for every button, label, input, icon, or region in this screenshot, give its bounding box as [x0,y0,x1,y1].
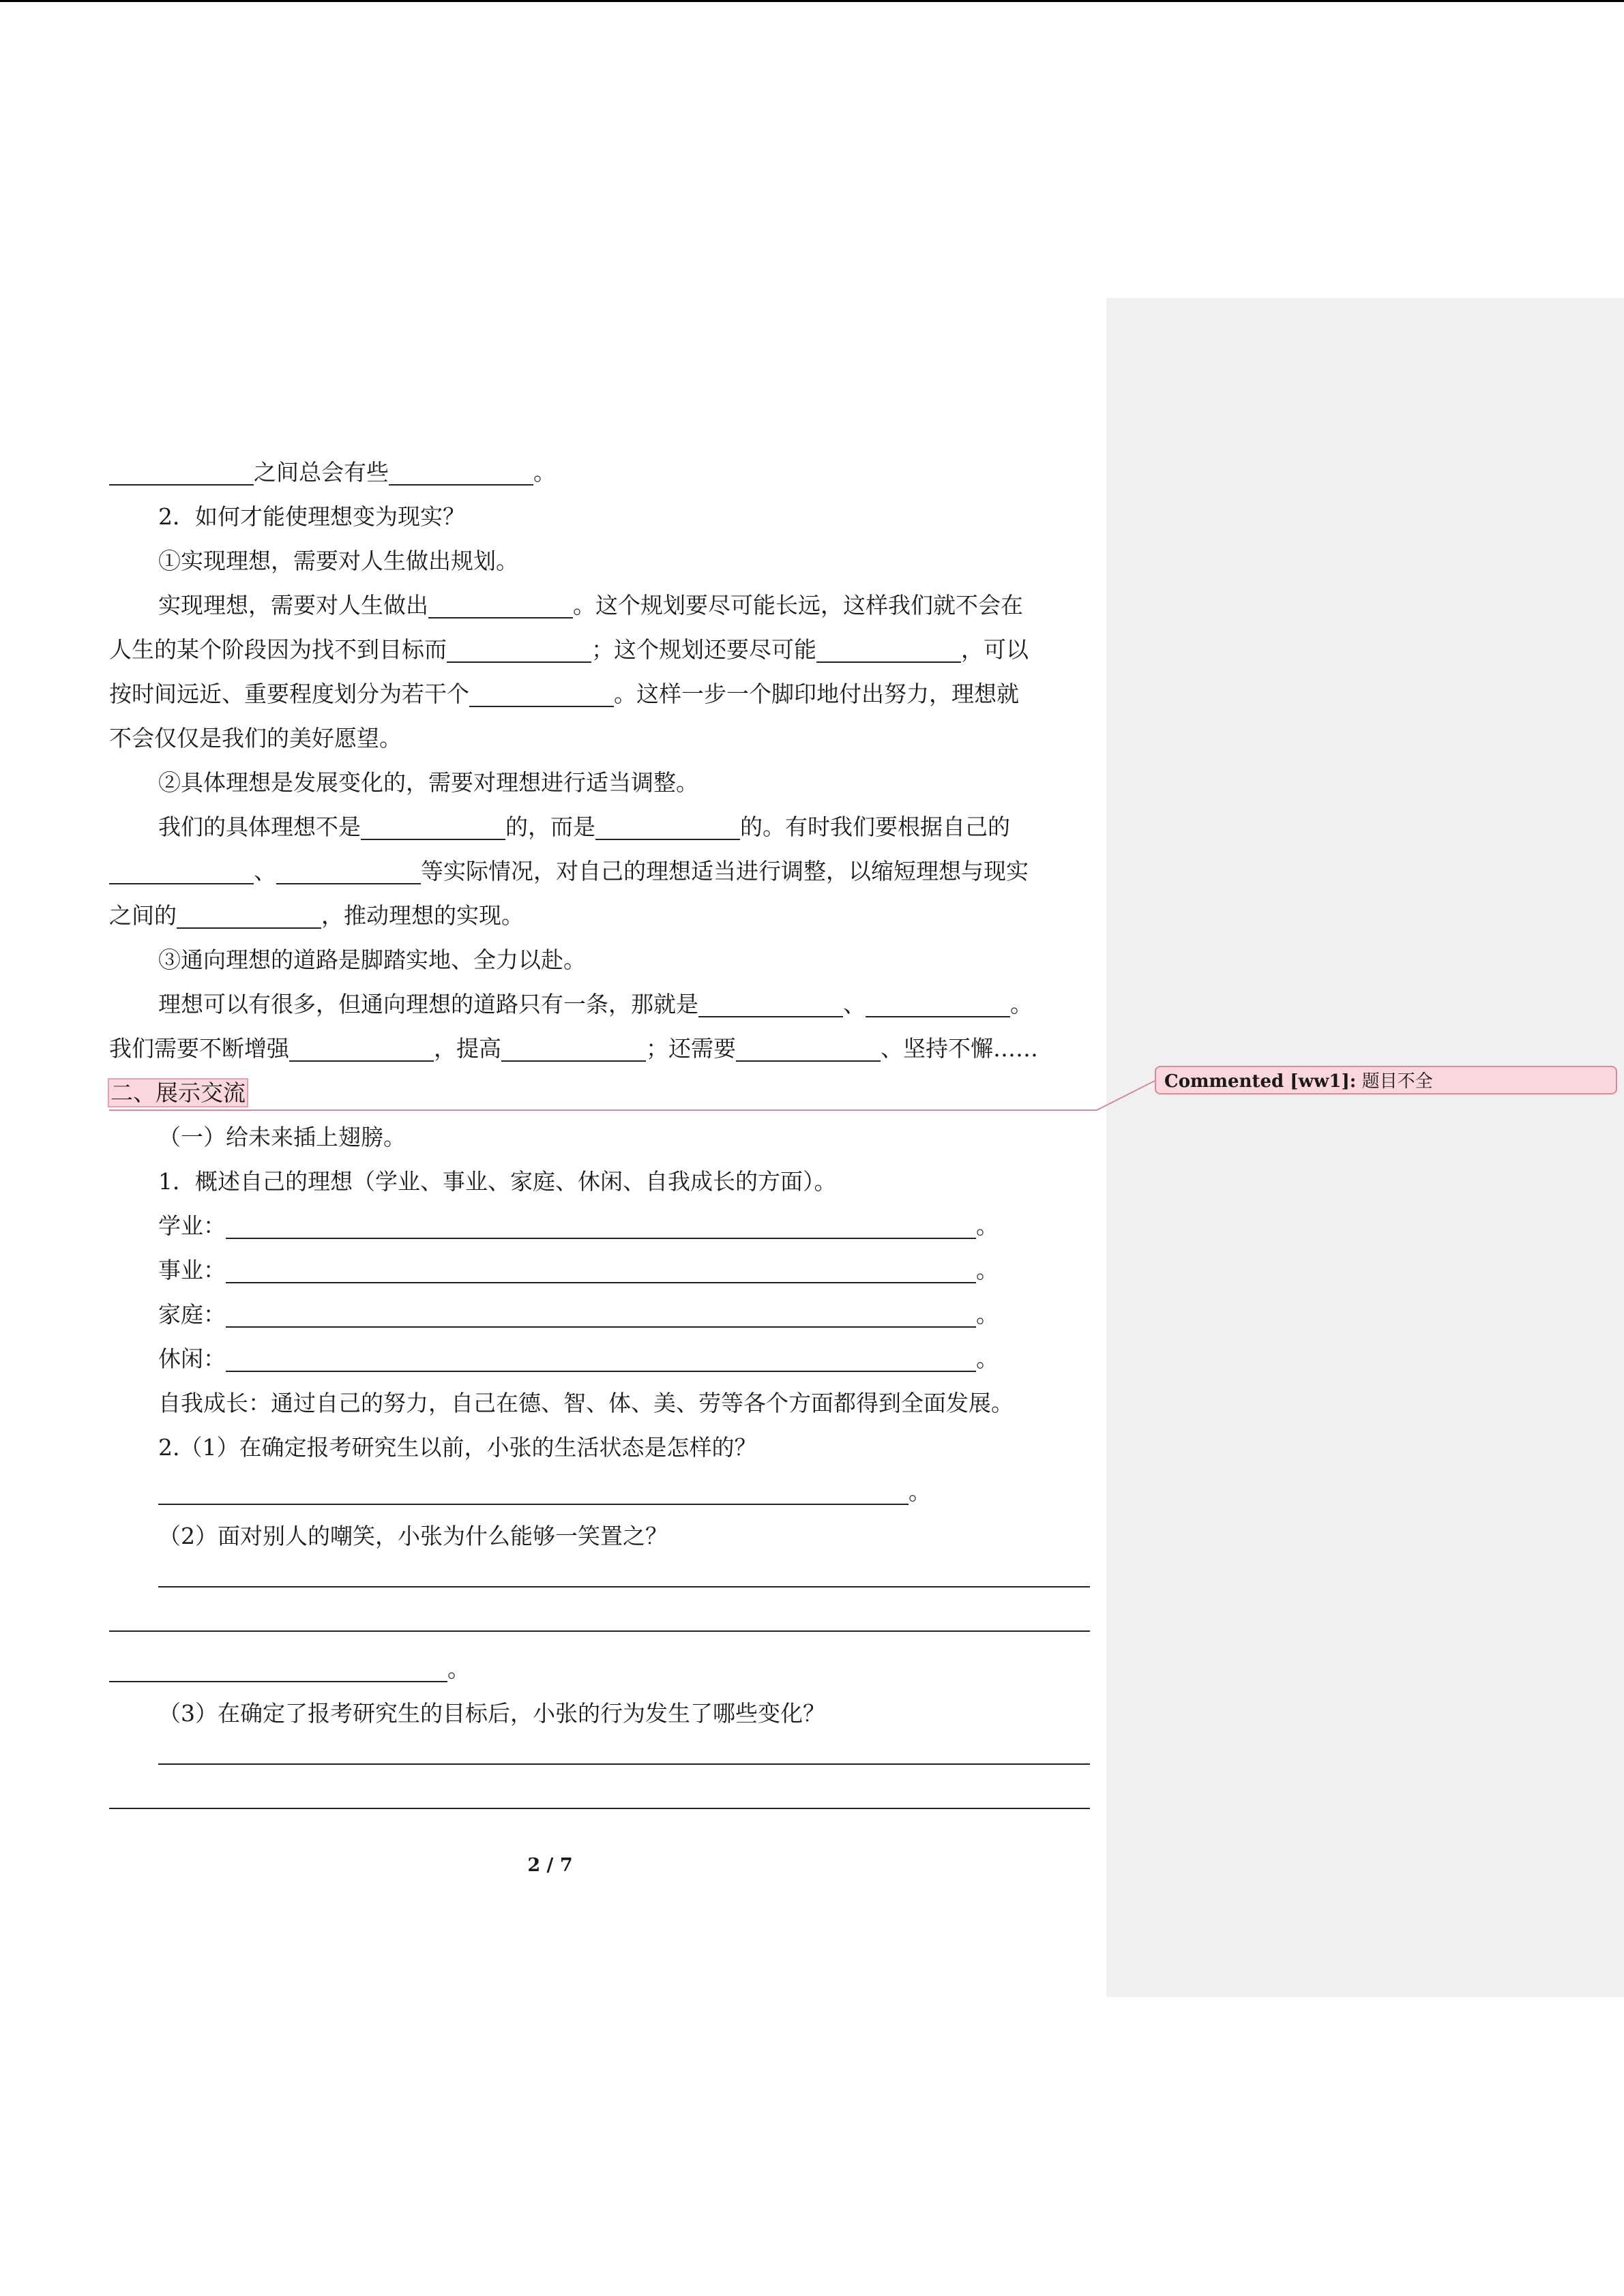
answer-2-2-b [109,1602,1091,1647]
point-2-heading: ②具体理想是发展变化的，需要对理想进行适当调整。 [158,769,698,796]
line-9 [109,805,1091,849]
blank[interactable] [361,814,505,840]
answer-line[interactable] [109,1630,1090,1632]
blank[interactable] [447,637,591,663]
answer-line[interactable] [226,1257,976,1283]
blank[interactable] [428,593,573,618]
answer-line[interactable] [109,1808,1090,1809]
text: ，推动理想的实现。 [321,902,524,929]
answer-line[interactable] [226,1346,976,1372]
text: 、 [254,858,276,884]
question-2-2: （2）面对别人的嘲笑，小张为什么能够一笑置之？ [158,1523,668,1549]
question-1: 1．概述自己的理想（学业、事业、家庭、休闲、自我成长的方面）。 [158,1168,837,1195]
answer-2-3-a [109,1735,1091,1780]
answer-2-2-c [109,1647,1091,1691]
jiating-line [109,1292,1091,1337]
line-7: 不会仅仅是我们的美好愿望。 [109,725,402,751]
subsection-1-heading: （一）给未来插上翅膀。 [158,1124,406,1150]
question-2-heading: 2．如何才能使理想变为现实？ [158,503,465,530]
line-13 [109,982,1091,1026]
answer-2-3-b [109,1780,1091,1824]
label: 学业： [158,1212,226,1239]
label: 家庭： [158,1301,226,1328]
blank[interactable] [109,460,254,486]
text: 我们的具体理想不是 [158,814,361,840]
answer-line[interactable] [226,1213,976,1239]
text: 。 [976,1345,999,1372]
text: 我们需要不断增强 [109,1035,289,1062]
text: 按时间远近、重要程度划分为若干个 [109,681,469,707]
blank[interactable] [109,859,254,884]
comment-text: 题目不全 [1361,1071,1433,1092]
line-14 [109,1026,1091,1071]
blank[interactable] [736,1036,881,1062]
text: 。 [976,1212,999,1239]
text: 。这样一步一个脚印地付出努力，理想就 [614,681,1019,707]
answer-2-1 [109,1470,1091,1514]
line-6 [109,672,1091,716]
text: 。 [976,1257,999,1283]
answer-line[interactable] [158,1586,1090,1587]
text: 。 [909,1478,931,1505]
label: 休闲： [158,1345,226,1372]
text: 。 [1010,991,1033,1017]
text: 的，而是 [505,814,595,840]
line-11 [109,893,1091,938]
question-2-3: （3）在确定了报考研究生的目标后，小张的行为发生了哪些变化？ [158,1700,825,1727]
line-1 [109,450,1091,494]
section-2-line [109,1071,1091,1115]
answer-line[interactable] [158,1479,909,1505]
text: 。 [533,459,556,486]
answer-line[interactable] [109,1656,447,1682]
line-4 [109,583,1091,627]
point-1-heading: ①实现理想，需要对人生做出规划。 [158,548,518,574]
comment-author: Commented [ww1]: [1164,1071,1357,1092]
line-10 [109,849,1091,893]
text: ，可以 [961,636,1029,663]
text: 、坚持不懈…… [881,1035,1038,1062]
blank[interactable] [595,814,740,840]
blank[interactable] [501,1036,646,1062]
blank[interactable] [276,859,421,884]
text: 人生的某个阶段因为找不到目标而 [109,636,447,663]
text: 的。有时我们要根据自己的 [740,814,1010,840]
text: ；这个规划还要尽可能 [591,636,816,663]
question-2-1: 2.（1）在确定报考研究生以前，小张的生活状态是怎样的？ [158,1434,757,1461]
text: ，提高 [434,1035,501,1062]
blank[interactable] [289,1036,434,1062]
xueye-line [109,1204,1091,1248]
answer-line[interactable] [226,1302,976,1328]
section-2-heading[interactable]: 二、展示交流 [110,1079,246,1106]
blank[interactable] [866,992,1010,1017]
text: ；还需要 [646,1035,736,1062]
text: 之间的 [109,902,177,929]
text: 、 [843,991,866,1017]
document-body [109,450,1091,1824]
blank[interactable] [698,992,843,1017]
text: 。这个规划要尽可能长远，这样我们就不会在 [573,592,1023,618]
blank[interactable] [816,637,961,663]
blank[interactable] [469,681,614,707]
text: 之间总会有些 [254,459,389,486]
point-3-heading: ③通向理想的道路是脚踏实地、全力以赴。 [158,946,586,973]
shiye-line [109,1248,1091,1292]
xiuxian-line [109,1337,1091,1381]
answer-line[interactable] [158,1763,1090,1765]
text: 等实际情况，对自己的理想适当进行调整，以缩短理想与现实 [421,858,1029,884]
text: 理想可以有很多，但通向理想的道路只有一条，那就是 [158,991,698,1017]
answer-2-2-a [109,1558,1091,1602]
comment-balloon[interactable] [1155,1066,1617,1094]
text: 。 [976,1301,999,1328]
label: 事业： [158,1257,226,1283]
blank[interactable] [389,460,533,486]
line-5 [109,627,1091,672]
page-number: 2 / 7 [527,1855,573,1876]
ziwo-line: 自我成长：通过自己的努力，自己在德、智、体、美、劳等各个方面都得到全面发展。 [158,1390,1014,1416]
blank[interactable] [177,903,321,929]
text: 。 [447,1656,470,1682]
text: 实现理想，需要对人生做出 [158,592,428,618]
